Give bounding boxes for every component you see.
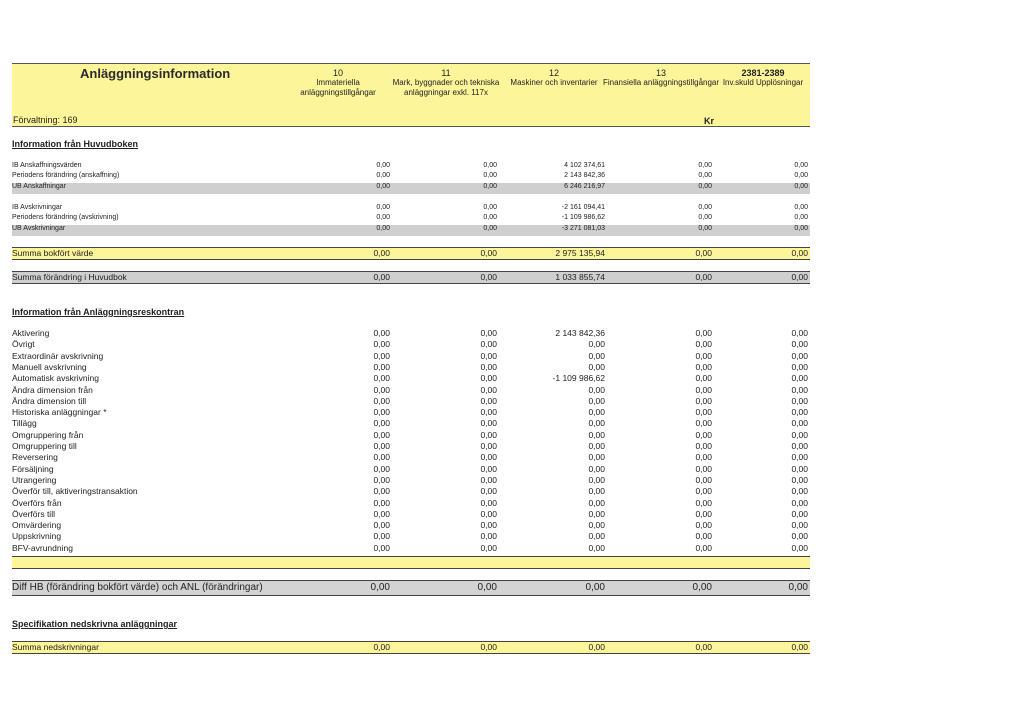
row-value: 0,00	[480, 452, 497, 463]
reskontra-row-label: Ändra dimension från	[12, 384, 93, 395]
row-value: 0,00	[373, 474, 390, 485]
column-header-2381-2389	[703, 68, 823, 88]
row-value: 0,00	[373, 272, 390, 282]
row-value: 0,00	[695, 486, 712, 497]
row-value: 0,00	[698, 172, 712, 179]
row-value: 0,00	[791, 328, 808, 338]
column-code: 11	[441, 68, 451, 78]
row-value: 0,00	[695, 418, 712, 429]
row-value: 0,00	[483, 162, 497, 169]
row-value: -2 161 094,41	[561, 204, 605, 211]
column-header-11	[386, 68, 506, 98]
column-header-12	[494, 68, 614, 88]
row-value: 0,00	[692, 582, 712, 593]
row-value: 0,00	[373, 452, 390, 463]
row-value: 0,00	[695, 642, 712, 652]
column-code: 13	[655, 68, 666, 78]
row-value: 0,00	[588, 642, 605, 652]
row-value: 0,00	[373, 418, 390, 429]
column-code: 2381-2389	[741, 68, 785, 78]
row-value: 0,00	[695, 272, 712, 282]
row-value: 0,00	[480, 474, 497, 485]
row-value: 2 143 842,36	[564, 172, 605, 179]
reskontra-row-label: Överförs till	[12, 508, 55, 519]
row-value: 0,00	[695, 339, 712, 350]
forvaltning-label: Förvaltning: 169	[13, 115, 78, 125]
row-value: 0,00	[695, 497, 712, 508]
reskontra-row-label: Överförs från	[12, 497, 62, 508]
row-value: 0,00	[373, 441, 390, 451]
row-value: 0,00	[588, 429, 605, 440]
row-value: 0,00	[588, 497, 605, 508]
row-value: 0,00	[477, 582, 497, 593]
row-value: 0,00	[794, 204, 808, 211]
row-value: 2 975 135,94	[555, 248, 605, 258]
row-value: 0,00	[698, 214, 712, 221]
row-value: 0,00	[695, 441, 712, 451]
row-value: 0,00	[588, 441, 605, 451]
row-value: 0,00	[483, 225, 497, 232]
row-value: 0,00	[791, 272, 808, 282]
reskontra-row-label: Uppskrivning	[12, 531, 62, 542]
row-value: 0,00	[480, 531, 497, 542]
column-code: 12	[548, 68, 559, 78]
row-value: 0,00	[698, 162, 712, 169]
reskontra-row-label: Omvärdering	[12, 520, 62, 531]
row-value: 0,00	[791, 542, 808, 553]
row-value: 0,00	[480, 508, 497, 519]
row-value: 0,00	[791, 418, 808, 429]
huvudbok-row-label: Periodens förändring (avskrivning)	[12, 214, 119, 221]
row-value: 0,00	[791, 531, 808, 542]
row-value: 0,00	[373, 339, 390, 350]
row-value: 0,00	[480, 384, 497, 395]
row-value: 0,00	[480, 395, 497, 406]
column-label: Inv.skuld Upplösningar	[722, 78, 804, 87]
row-value: 0,00	[373, 248, 390, 258]
row-value: 0,00	[480, 520, 497, 531]
column-label: Maskiner och inventarier	[510, 78, 598, 87]
row-value: 0,00	[791, 373, 808, 384]
row-value: 0,00	[791, 508, 808, 519]
row-value: 0,00	[480, 497, 497, 508]
row-value: 0,00	[695, 463, 712, 474]
huvudbok-row-label: Periodens förändring (anskaffning)	[12, 172, 120, 179]
row-value: 0,00	[695, 395, 712, 406]
reskontra-row-label: Överför till, aktiveringstransaktion	[12, 486, 138, 497]
huvudbok-row-label: UB Avskrivningar	[12, 225, 66, 232]
row-value: 0,00	[791, 361, 808, 372]
row-value: 0,00	[794, 214, 808, 221]
row-value: 0,00	[480, 328, 497, 338]
row-value: 0,00	[791, 474, 808, 485]
row-value: 0,00	[483, 172, 497, 179]
row-value: 0,00	[791, 350, 808, 361]
section-heading-huvudbok: Information från Huvudboken	[12, 139, 138, 149]
row-value: 0,00	[588, 339, 605, 350]
row-value: 0,00	[695, 429, 712, 440]
row-value: 0,00	[480, 486, 497, 497]
row-value: 0,00	[373, 486, 390, 497]
row-value: 0,00	[376, 183, 390, 190]
row-value: 6 246 216,97	[564, 183, 605, 190]
row-value: 0,00	[791, 407, 808, 418]
row-value: 0,00	[376, 214, 390, 221]
reskontra-row-label: BFV-avrundning	[12, 542, 73, 553]
row-value: 0,00	[588, 350, 605, 361]
row-value: 0,00	[480, 361, 497, 372]
reskontra-row-label: Utrangering	[12, 474, 57, 485]
row-value: 0,00	[480, 339, 497, 350]
row-value: 0,00	[794, 225, 808, 232]
section-heading-reskontra: Information från Anläggningsreskontran	[12, 307, 185, 317]
row-value: 0,00	[483, 204, 497, 211]
row-value: 0,00	[480, 272, 497, 282]
column-header-10	[278, 68, 398, 98]
row-value: 0,00	[480, 429, 497, 440]
summa-bokfort-label: Summa bokfört värde	[12, 248, 94, 258]
reskontra-row-label: Omgruppering från	[12, 429, 84, 440]
row-value: 0,00	[480, 542, 497, 553]
row-value: 2 143 842,36	[555, 328, 605, 338]
currency-label: Kr	[704, 116, 715, 126]
row-value: 0,00	[373, 497, 390, 508]
row-value: -1 109 986,62	[552, 373, 605, 384]
row-value: 0,00	[588, 531, 605, 542]
row-value: 0,00	[791, 497, 808, 508]
reskontra-row-label: Manuell avskrivning	[12, 361, 87, 372]
reskontra-row-label: Försäljning	[12, 463, 54, 474]
reskontra-row-label: Övrigt	[12, 339, 35, 350]
row-value: 0,00	[695, 350, 712, 361]
summa-forandring-label: Summa förändring i Huvudbok	[12, 272, 127, 282]
row-value: 0,00	[588, 407, 605, 418]
row-value: 0,00	[588, 520, 605, 531]
row-value: 0,00	[695, 508, 712, 519]
row-value: 0,00	[373, 361, 390, 372]
row-value: 0,00	[794, 162, 808, 169]
row-value: 0,00	[695, 361, 712, 372]
row-value: 4 102 374,61	[564, 162, 605, 169]
column-label: Finansiella anläggningstillgångar	[602, 78, 720, 87]
reskontra-row-label: Aktivering	[12, 328, 50, 338]
row-value: 0,00	[480, 441, 497, 451]
row-value: 0,00	[695, 542, 712, 553]
row-value: 0,00	[695, 407, 712, 418]
row-value: 0,00	[588, 361, 605, 372]
row-value: 0,00	[373, 350, 390, 361]
row-value: 0,00	[373, 508, 390, 519]
reskontra-row-label: Reversering	[12, 452, 58, 463]
row-value: 0,00	[373, 542, 390, 553]
row-value: 0,00	[588, 395, 605, 406]
huvudbok-row-label: IB Avskrivningar	[12, 204, 63, 211]
row-value: 0,00	[588, 418, 605, 429]
row-value: 0,00	[588, 474, 605, 485]
row-value: 0,00	[373, 384, 390, 395]
row-value: 0,00	[373, 520, 390, 531]
summa-nedskrivning-label: Summa nedskrivningar	[12, 642, 99, 652]
row-value: 0,00	[791, 384, 808, 395]
row-value: 0,00	[791, 429, 808, 440]
row-value: -1 109 986,62	[561, 214, 605, 221]
row-value: 0,00	[588, 486, 605, 497]
row-value: 0,00	[695, 531, 712, 542]
row-value: 0,00	[695, 474, 712, 485]
reskontra-row-label: Historiska anläggningar *	[12, 407, 107, 418]
row-value: 0,00	[695, 384, 712, 395]
row-value: 0,00	[373, 395, 390, 406]
row-value: 0,00	[376, 204, 390, 211]
huvudbok-row-label: UB Anskaffningar	[12, 183, 66, 190]
row-value: 0,00	[373, 463, 390, 474]
row-value: 0,00	[791, 520, 808, 531]
row-value: 0,00	[794, 172, 808, 179]
column-label: Immateriella anläggningstillgångar	[300, 78, 376, 97]
reskontra-row-label: Tillägg	[12, 418, 37, 429]
row-value: 0,00	[794, 183, 808, 190]
row-value: 0,00	[373, 642, 390, 652]
row-value: 0,00	[373, 429, 390, 440]
huvudbok-row-label: IB Anskaffningsvärden	[12, 162, 82, 169]
row-value: 0,00	[791, 642, 808, 652]
row-value: 0,00	[376, 225, 390, 232]
row-value: 0,00	[480, 248, 497, 258]
row-value: 0,00	[791, 248, 808, 258]
row-value: 0,00	[588, 452, 605, 463]
row-value: 0,00	[483, 183, 497, 190]
row-value: 0,00	[588, 508, 605, 519]
row-value: -3 271 081,03	[561, 225, 605, 232]
row-value: 0,00	[373, 328, 390, 338]
row-value: 0,00	[370, 582, 390, 593]
reskontra-row-label: Omgruppering till	[12, 441, 77, 451]
row-value: 0,00	[791, 463, 808, 474]
column-code: 10	[332, 68, 343, 78]
row-value: 0,00	[698, 183, 712, 190]
row-value: 0,00	[588, 463, 605, 474]
row-value: 0,00	[698, 204, 712, 211]
row-value: 0,00	[480, 373, 497, 384]
row-value: 0,00	[695, 248, 712, 258]
row-value: 0,00	[483, 214, 497, 221]
row-value: 0,00	[791, 486, 808, 497]
row-value: 0,00	[480, 463, 497, 474]
column-label: Mark, byggnader och tekniska anläggningar exkl. 117x	[392, 78, 500, 97]
row-value: 0,00	[373, 531, 390, 542]
row-value: 0,00	[791, 395, 808, 406]
row-value: 0,00	[480, 350, 497, 361]
reskontra-row-label: Ändra dimension till	[12, 395, 87, 406]
reskontra-row-label: Automatisk avskrivning	[12, 373, 99, 384]
row-value: 0,00	[480, 418, 497, 429]
row-value: 0,00	[791, 441, 808, 451]
diff-label: Diff HB (förändring bokfört värde) och ANL (förändringar)	[12, 582, 263, 593]
row-value: 0,00	[588, 384, 605, 395]
row-value: 0,00	[588, 542, 605, 553]
row-value: 0,00	[791, 452, 808, 463]
row-value: 0,00	[480, 407, 497, 418]
row-value: 0,00	[788, 582, 808, 593]
row-value: 0,00	[695, 520, 712, 531]
row-value: 0,00	[373, 373, 390, 384]
row-value: 0,00	[373, 407, 390, 418]
row-value: 0,00	[376, 172, 390, 179]
page-title: Anläggningsinformation	[80, 66, 231, 81]
row-value: 0,00	[695, 373, 712, 384]
row-value: 0,00	[376, 162, 390, 169]
row-value: 0,00	[695, 328, 712, 338]
row-value: 0,00	[480, 642, 497, 652]
reskontra-row-label: Extraordinär avskrivning	[12, 350, 104, 361]
section-heading-nedskrivning: Specifikation nedskrivna anläggningar	[12, 619, 178, 629]
row-value: 0,00	[695, 452, 712, 463]
row-value: 1 033 855,74	[555, 272, 605, 282]
summa-reskontra-band	[12, 556, 810, 569]
row-value: 0,00	[585, 582, 605, 593]
row-value: 0,00	[791, 339, 808, 350]
row-value: 0,00	[698, 225, 712, 232]
